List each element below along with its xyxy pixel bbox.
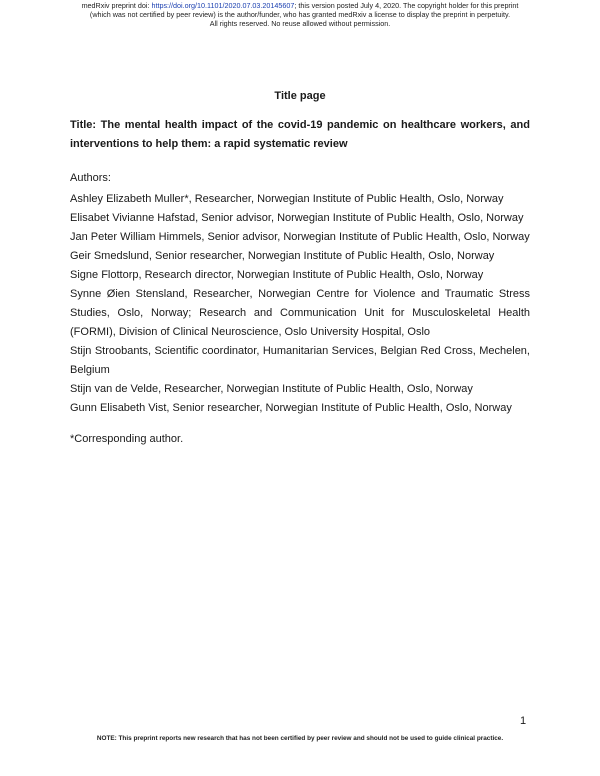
- title-page-heading: Title page: [274, 90, 326, 102]
- author-entry: Ashley Elizabeth Muller*, Researcher, Norwegian Institute of Public Health, Oslo, Norway: [70, 193, 504, 205]
- doi-link[interactable]: https://doi.org/10.1101/2020.07.03.20145607: [151, 1, 295, 10]
- author-list: [70, 190, 530, 418]
- header-line-3: All rights reserved. No reuse allowed without permission.: [209, 19, 391, 28]
- author-entry: Stijn Stroobants, Scientific coordinator, Humanitarian Services, Belgian Red Cross, Mechelen, Belgium: [70, 345, 530, 376]
- header-line-1: [0, 1, 600, 10]
- author-entry: Stijn van de Velde, Researcher, Norwegian Institute of Public Health, Oslo, Norway: [70, 383, 473, 395]
- preprint-header: [0, 1, 600, 28]
- header-doi-prefix: medRxiv preprint doi:: [81, 1, 152, 10]
- page-number: 1: [520, 715, 527, 727]
- author-entry: Gunn Elisabeth Vist, Senior researcher, Norwegian Institute of Public Health, Oslo, Norway: [70, 402, 512, 414]
- corresponding-author-note: *Corresponding author.: [70, 433, 184, 445]
- author-entry: Jan Peter William Himmels, Senior advisor, Norwegian Institute of Public Health, Oslo, Norway: [70, 231, 530, 243]
- author-entry: Synne Øien Stensland, Researcher, Norwegian Centre for Violence and Traumatic Stress Studies, Oslo, Norway; Research and Communication Unit for Musculoskeletal Health (FORMI), Division of Clinical Neuroscience, Oslo University Hospital, Oslo: [70, 288, 530, 338]
- author-entry: Signe Flottorp, Research director, Norwegian Institute of Public Health, Oslo, Norway: [70, 269, 484, 281]
- paper-title: Title: The mental health impact of the covid-19 pandemic on healthcare workers, and interventions to help them: a rapid systematic review: [70, 119, 530, 150]
- author-entry: Geir Smedslund, Senior researcher, Norwegian Institute of Public Health, Oslo, Norway: [70, 250, 495, 262]
- author-entry: Elisabet Vivianne Hafstad, Senior advisor, Norwegian Institute of Public Health, Oslo, Norway: [70, 212, 524, 224]
- preprint-footer-note: NOTE: This preprint reports new research that has not been certified by peer review and should not be used to guide clinical practice.: [96, 735, 504, 742]
- authors-label: Authors:: [70, 172, 111, 184]
- header-posted-info: ; this version posted July 4, 2020. The copyright holder for this preprint: [294, 1, 519, 10]
- header-line-2: (which was not certified by peer review) is the author/funder, who has granted medRxiv a license to display the preprint in perpetuity.: [89, 10, 511, 19]
